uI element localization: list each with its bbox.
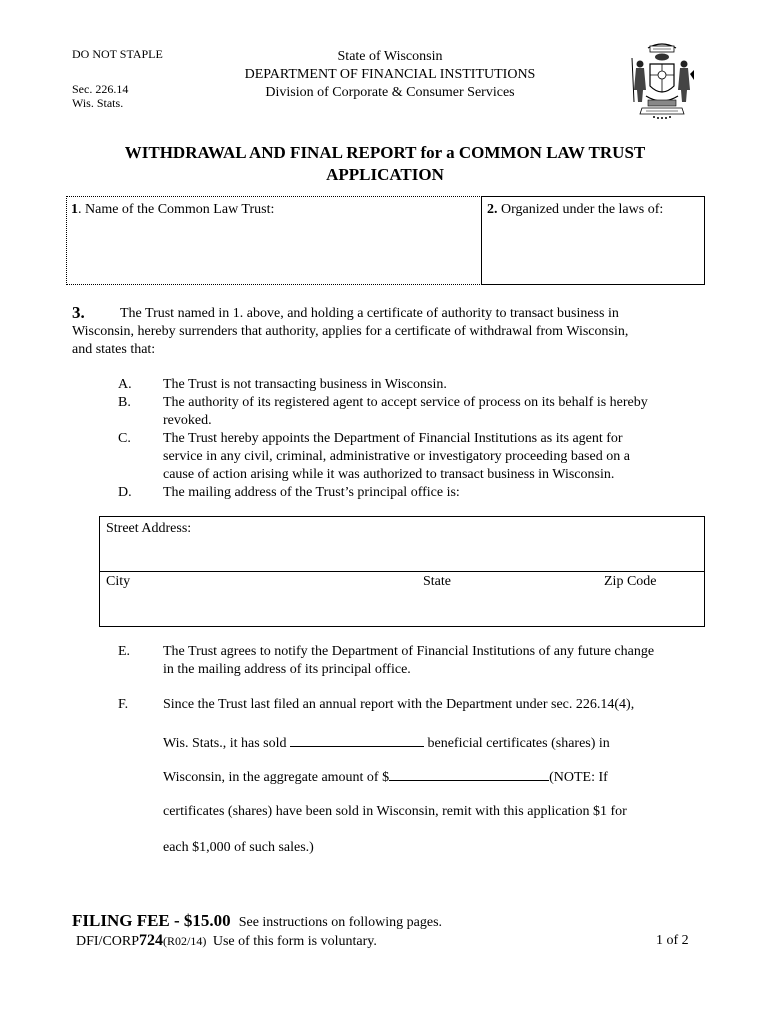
item-e-text-line2: in the mailing address of its principal office. bbox=[163, 662, 411, 677]
item-e-text-line1: The Trust agrees to notify the Department of Financial Institutions of any future change bbox=[163, 644, 655, 659]
item-b-text-line2: revoked. bbox=[163, 413, 212, 428]
item-e-letter: E. bbox=[118, 644, 131, 659]
item-c-text-line3: cause of action arising while it was authorized to transact business in Wisconsin. bbox=[163, 467, 615, 482]
item-b-letter: B. bbox=[118, 395, 131, 410]
item-f-text-line2: Wis. Stats., it has sold beneficial certificates (shares) in bbox=[163, 733, 610, 753]
item-f-letter: F. bbox=[118, 697, 129, 712]
form-title-line1: WITHDRAWAL AND FINAL REPORT for a COMMON LAW TRUST bbox=[124, 143, 646, 162]
city-label: City bbox=[106, 574, 131, 589]
aggregate-amount-field[interactable] bbox=[389, 767, 549, 781]
section3-intro-line1: The Trust named in 1. above, and holding a certificate of authority to transact business in bbox=[120, 306, 619, 321]
statute-source: Wis. Stats. bbox=[72, 96, 124, 110]
voluntary-note: Use of this form is voluntary. bbox=[212, 934, 377, 949]
page-number: 1 of 2 bbox=[656, 933, 689, 948]
item-d-letter: D. bbox=[118, 485, 132, 500]
section2-number: 2. bbox=[487, 202, 498, 217]
section1-number: 1 bbox=[71, 202, 78, 217]
organized-under-laws-label: Organized under the laws of: bbox=[497, 202, 664, 217]
item-f-text-line5: each $1,000 of such sales.) bbox=[163, 840, 314, 855]
zip-code-label: Zip Code bbox=[604, 574, 657, 589]
item-f-text-line4: certificates (shares) have been sold in Wisconsin, remit with this application $1 for bbox=[163, 804, 627, 819]
street-address-label: Street Address: bbox=[106, 521, 192, 536]
item-a-text: The Trust is not transacting business in Wisconsin. bbox=[163, 377, 447, 392]
form-prefix: DFI/CORP bbox=[76, 934, 140, 949]
form-title-line2: APPLICATION bbox=[326, 165, 444, 184]
statute-section: Sec. 226.14 bbox=[72, 82, 129, 96]
department-name: DEPARTMENT OF FINANCIAL INSTITUTIONS bbox=[244, 67, 536, 82]
item-f-text-line3: Wisconsin, in the aggregate amount of $ (NOTE: If bbox=[163, 767, 608, 787]
state-label: State bbox=[423, 574, 451, 589]
state-name: State of Wisconsin bbox=[337, 49, 443, 64]
organized-under-laws-field[interactable] bbox=[481, 196, 705, 285]
division-name: Division of Corporate & Consumer Services bbox=[265, 85, 515, 100]
filing-fee-line bbox=[72, 911, 442, 931]
city-field[interactable] bbox=[100, 572, 400, 626]
zip-code-field[interactable] bbox=[570, 572, 704, 626]
item-c-letter: C. bbox=[118, 431, 131, 446]
form-id-line bbox=[76, 932, 377, 950]
item-c-text-line2: service in any civil, criminal, administrative or investigatory proceeding based on a bbox=[163, 449, 630, 464]
wisconsin-state-seal-icon bbox=[628, 40, 696, 120]
item-d-text: The mailing address of the Trust’s principal office is: bbox=[163, 485, 460, 500]
form-revision: (R02/14) bbox=[163, 934, 207, 948]
filing-fee: FILING FEE - $15.00 bbox=[72, 911, 231, 930]
street-address-field[interactable] bbox=[100, 517, 704, 570]
do-not-staple-note: DO NOT STAPLE bbox=[72, 47, 163, 61]
item-c-text-line1: The Trust hereby appoints the Department of Financial Institutions as its agent for bbox=[163, 431, 623, 446]
instructions-note: See instructions on following pages. bbox=[238, 915, 443, 930]
trust-name-field[interactable] bbox=[66, 196, 482, 285]
shares-sold-field[interactable] bbox=[290, 733, 424, 747]
section3-intro-line2: Wisconsin, hereby surrenders that authority, applies for a certificate of withdrawal from Wisconsin, bbox=[72, 324, 629, 339]
state-field[interactable] bbox=[400, 572, 570, 626]
section3-number: 3. bbox=[72, 303, 85, 322]
trust-name-label: . Name of the Common Law Trust: bbox=[78, 202, 275, 217]
form-number: 724 bbox=[139, 932, 164, 949]
item-b-text-line1: The authority of its registered agent to accept service of process on its behalf is hereby bbox=[163, 395, 648, 410]
item-a-letter: A. bbox=[118, 377, 132, 392]
section3-intro-line3: and states that: bbox=[72, 342, 156, 357]
item-f-text-line1: Since the Trust last filed an annual report with the Department under sec. 226.14(4), bbox=[163, 697, 635, 712]
